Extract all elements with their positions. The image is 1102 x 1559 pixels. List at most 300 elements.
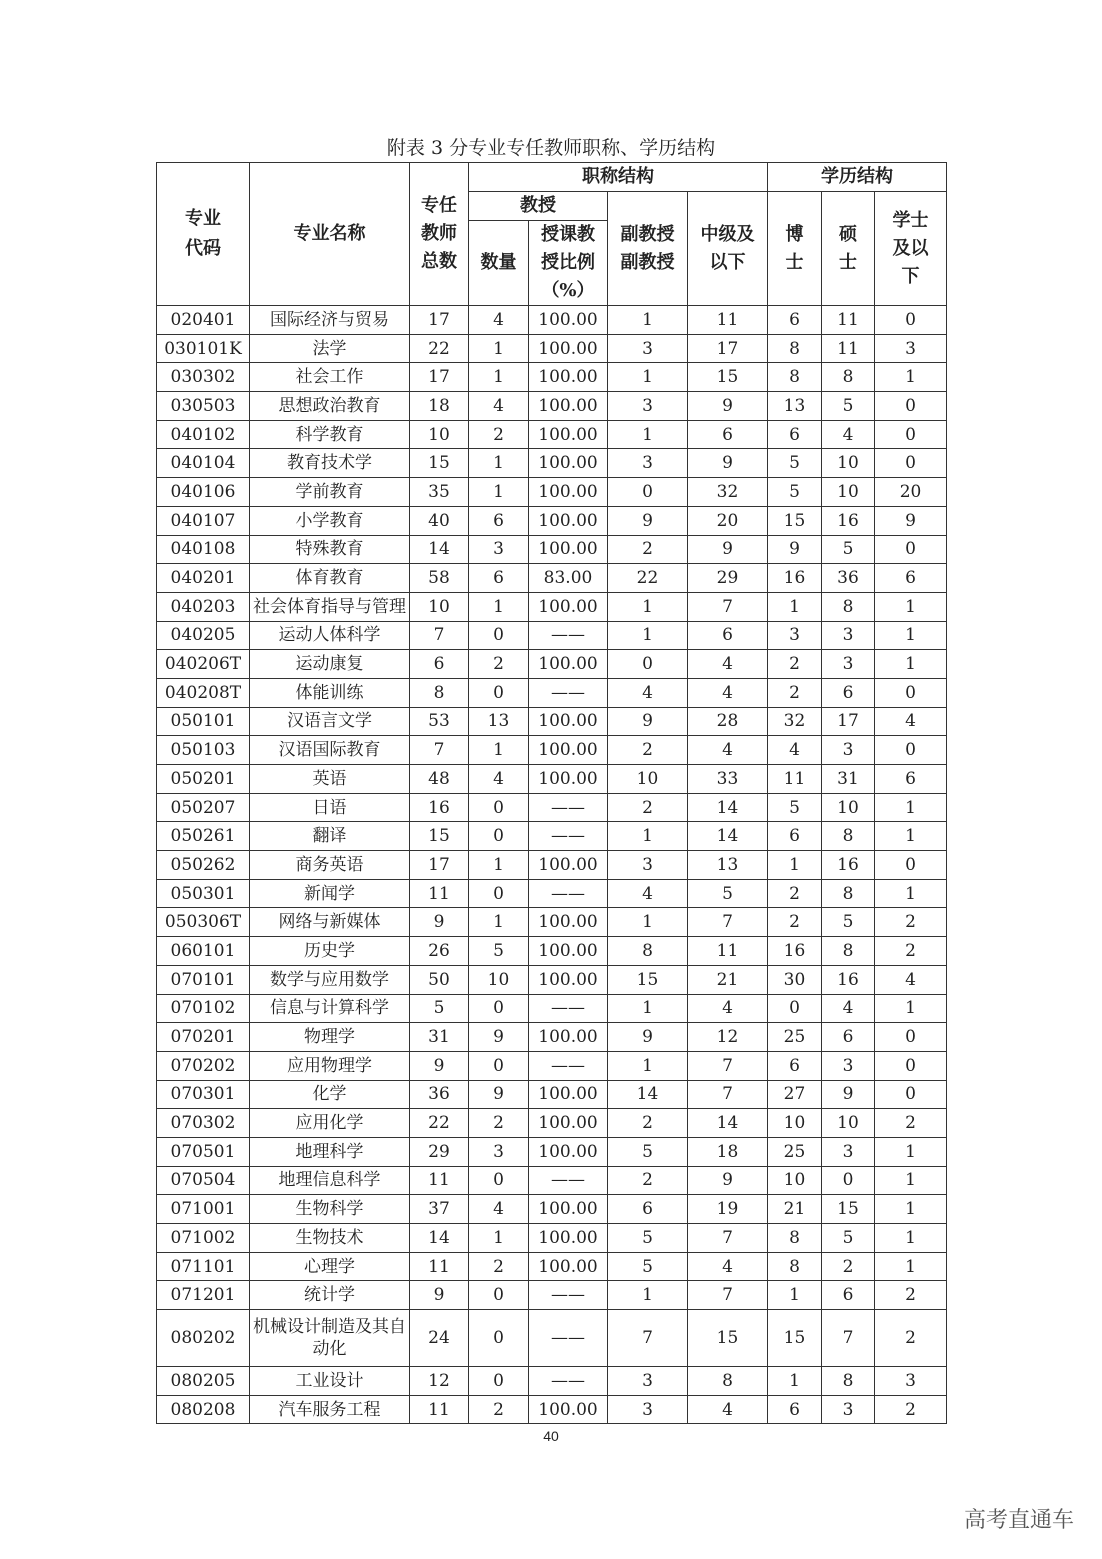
cell-bachelor-below: 0 [875, 851, 947, 880]
cell-bachelor-below: 1 [875, 592, 947, 621]
cell-total: 10 [410, 420, 469, 449]
cell-master: 11 [822, 334, 875, 363]
cell-prof-ratio: 100.00 [529, 478, 608, 507]
cell-master: 8 [822, 592, 875, 621]
cell-assoc-prof: 1 [608, 994, 688, 1023]
cell-mid-below: 20 [688, 506, 768, 535]
cell-prof-ratio: —— [529, 1166, 608, 1195]
cell-assoc-prof: 1 [608, 1051, 688, 1080]
cell-master: 8 [822, 879, 875, 908]
cell-master: 3 [822, 1051, 875, 1080]
cell-prof-ratio: 100.00 [529, 1395, 608, 1424]
cell-bachelor-below: 3 [875, 1367, 947, 1396]
cell-code: 060101 [157, 937, 250, 966]
table-row [157, 650, 947, 679]
table-row [157, 908, 947, 937]
cell-prof-ratio: 100.00 [529, 765, 608, 794]
cell-mid-below: 11 [688, 306, 768, 335]
cell-name: 社会工作 [250, 363, 410, 392]
cell-code: 071101 [157, 1252, 250, 1281]
cell-bachelor-below: 1 [875, 822, 947, 851]
cell-prof-count: 3 [469, 535, 529, 564]
cell-master: 6 [822, 678, 875, 707]
cell-prof-count: 0 [469, 621, 529, 650]
cell-mid-below: 7 [688, 1051, 768, 1080]
cell-assoc-prof: 5 [608, 1137, 688, 1166]
cell-phd: 2 [768, 908, 822, 937]
cell-name: 地理信息科学 [250, 1166, 410, 1195]
cell-prof-count: 5 [469, 937, 529, 966]
cell-assoc-prof: 4 [608, 879, 688, 908]
cell-bachelor-below: 1 [875, 650, 947, 679]
cell-assoc-prof: 0 [608, 650, 688, 679]
cell-phd: 0 [768, 994, 822, 1023]
cell-code: 080202 [157, 1310, 250, 1367]
cell-mid-below: 13 [688, 851, 768, 880]
cell-phd: 8 [768, 1224, 822, 1253]
cell-assoc-prof: 1 [608, 363, 688, 392]
cell-total: 36 [410, 1080, 469, 1109]
cell-phd: 1 [768, 592, 822, 621]
cell-total: 29 [410, 1137, 469, 1166]
cell-master: 15 [822, 1195, 875, 1224]
cell-bachelor-below: 3 [875, 334, 947, 363]
cell-prof-count: 0 [469, 1310, 529, 1367]
cell-bachelor-below: 0 [875, 1080, 947, 1109]
cell-code: 070201 [157, 1023, 250, 1052]
cell-assoc-prof: 2 [608, 535, 688, 564]
cell-total: 26 [410, 937, 469, 966]
table-row [157, 1023, 947, 1052]
cell-name: 小学教育 [250, 506, 410, 535]
cell-prof-ratio: 100.00 [529, 851, 608, 880]
cell-assoc-prof: 9 [608, 1023, 688, 1052]
cell-total: 8 [410, 678, 469, 707]
cell-phd: 1 [768, 851, 822, 880]
cell-total: 9 [410, 1051, 469, 1080]
cell-mid-below: 4 [688, 650, 768, 679]
faculty-structure-table [156, 162, 947, 1424]
cell-assoc-prof: 3 [608, 1367, 688, 1396]
cell-master: 10 [822, 449, 875, 478]
cell-name: 统计学 [250, 1281, 410, 1310]
cell-prof-ratio: 100.00 [529, 592, 608, 621]
table-row [157, 937, 947, 966]
cell-total: 7 [410, 621, 469, 650]
cell-prof-ratio: 100.00 [529, 420, 608, 449]
cell-phd: 2 [768, 678, 822, 707]
cell-assoc-prof: 2 [608, 1109, 688, 1138]
table-row [157, 449, 947, 478]
cell-mid-below: 9 [688, 392, 768, 421]
cell-phd: 15 [768, 506, 822, 535]
cell-master: 10 [822, 793, 875, 822]
cell-name: 汽车服务工程 [250, 1395, 410, 1424]
cell-prof-count: 1 [469, 334, 529, 363]
cell-code: 070501 [157, 1137, 250, 1166]
cell-bachelor-below: 4 [875, 707, 947, 736]
table-row [157, 851, 947, 880]
header-title-structure: 职称结构 [469, 163, 768, 192]
cell-prof-count: 0 [469, 994, 529, 1023]
cell-assoc-prof: 3 [608, 1395, 688, 1424]
cell-total: 11 [410, 1395, 469, 1424]
cell-code: 040208T [157, 678, 250, 707]
cell-total: 58 [410, 564, 469, 593]
table-row [157, 1224, 947, 1253]
cell-mid-below: 9 [688, 449, 768, 478]
cell-name: 学前教育 [250, 478, 410, 507]
cell-total: 16 [410, 793, 469, 822]
cell-phd: 15 [768, 1310, 822, 1367]
cell-phd: 5 [768, 449, 822, 478]
table-row [157, 478, 947, 507]
cell-master: 6 [822, 1023, 875, 1052]
table-row [157, 1080, 947, 1109]
table-row [157, 1109, 947, 1138]
cell-mid-below: 7 [688, 1281, 768, 1310]
cell-name: 英语 [250, 765, 410, 794]
table-row [157, 1166, 947, 1195]
cell-bachelor-below: 0 [875, 449, 947, 478]
cell-phd: 6 [768, 822, 822, 851]
table-row [157, 621, 947, 650]
cell-bachelor-below: 2 [875, 1310, 947, 1367]
cell-prof-count: 2 [469, 650, 529, 679]
cell-master: 10 [822, 1109, 875, 1138]
header-master [822, 192, 875, 306]
cell-master: 3 [822, 621, 875, 650]
cell-master: 3 [822, 1395, 875, 1424]
cell-prof-count: 1 [469, 478, 529, 507]
cell-total: 40 [410, 506, 469, 535]
cell-name: 翻译 [250, 822, 410, 851]
cell-total: 24 [410, 1310, 469, 1367]
cell-bachelor-below: 2 [875, 908, 947, 937]
cell-master: 0 [822, 1166, 875, 1195]
cell-name: 教育技术学 [250, 449, 410, 478]
cell-prof-count: 1 [469, 1224, 529, 1253]
cell-name: 运动康复 [250, 650, 410, 679]
cell-name: 应用物理学 [250, 1051, 410, 1080]
cell-mid-below: 12 [688, 1023, 768, 1052]
cell-total: 50 [410, 965, 469, 994]
cell-code: 040102 [157, 420, 250, 449]
cell-code: 070301 [157, 1080, 250, 1109]
cell-mid-below: 29 [688, 564, 768, 593]
cell-phd: 1 [768, 1367, 822, 1396]
cell-prof-ratio: 100.00 [529, 1023, 608, 1052]
cell-mid-below: 6 [688, 621, 768, 650]
cell-bachelor-below: 2 [875, 1395, 947, 1424]
cell-total: 15 [410, 822, 469, 851]
cell-assoc-prof: 4 [608, 678, 688, 707]
cell-name: 汉语言文学 [250, 707, 410, 736]
cell-assoc-prof: 7 [608, 1310, 688, 1367]
table-row [157, 1310, 947, 1367]
cell-prof-ratio: 100.00 [529, 707, 608, 736]
cell-prof-count: 2 [469, 1395, 529, 1424]
cell-mid-below: 11 [688, 937, 768, 966]
cell-master: 8 [822, 1367, 875, 1396]
cell-code: 050301 [157, 879, 250, 908]
cell-phd: 11 [768, 765, 822, 794]
cell-prof-count: 10 [469, 965, 529, 994]
cell-phd: 25 [768, 1137, 822, 1166]
cell-prof-count: 4 [469, 392, 529, 421]
cell-prof-ratio: 100.00 [529, 1137, 608, 1166]
table-row [157, 420, 947, 449]
table-row [157, 334, 947, 363]
cell-name: 特殊教育 [250, 535, 410, 564]
cell-bachelor-below: 1 [875, 793, 947, 822]
cell-bachelor-below: 1 [875, 1195, 947, 1224]
cell-name: 机械设计制造及其自动化 [250, 1310, 410, 1367]
cell-mid-below: 15 [688, 1310, 768, 1367]
cell-prof-ratio: —— [529, 1310, 608, 1367]
cell-code: 071001 [157, 1195, 250, 1224]
cell-code: 080205 [157, 1367, 250, 1396]
cell-name: 国际经济与贸易 [250, 306, 410, 335]
cell-prof-ratio: 100.00 [529, 306, 608, 335]
cell-prof-count: 1 [469, 449, 529, 478]
cell-bachelor-below: 2 [875, 937, 947, 966]
cell-phd: 8 [768, 363, 822, 392]
cell-mid-below: 7 [688, 1080, 768, 1109]
cell-code: 070202 [157, 1051, 250, 1080]
cell-phd: 6 [768, 1051, 822, 1080]
cell-total: 17 [410, 851, 469, 880]
cell-phd: 32 [768, 707, 822, 736]
cell-assoc-prof: 5 [608, 1252, 688, 1281]
cell-assoc-prof: 2 [608, 793, 688, 822]
cell-master: 5 [822, 908, 875, 937]
cell-prof-ratio: 100.00 [529, 965, 608, 994]
table-row [157, 736, 947, 765]
header-prof-ratio-label: 授课教授比例（%） [541, 224, 595, 301]
cell-name: 科学教育 [250, 420, 410, 449]
cell-total: 22 [410, 334, 469, 363]
table-row [157, 306, 947, 335]
cell-total: 9 [410, 1281, 469, 1310]
table-header [157, 163, 947, 306]
cell-prof-count: 13 [469, 707, 529, 736]
table-row [157, 1252, 947, 1281]
table-row [157, 592, 947, 621]
cell-prof-ratio: 100.00 [529, 937, 608, 966]
cell-prof-ratio: —— [529, 994, 608, 1023]
header-phd-label: 博士 [785, 223, 804, 273]
cell-master: 16 [822, 506, 875, 535]
cell-prof-ratio: 100.00 [529, 506, 608, 535]
cell-mid-below: 14 [688, 793, 768, 822]
cell-assoc-prof: 3 [608, 449, 688, 478]
cell-code: 040104 [157, 449, 250, 478]
cell-assoc-prof: 5 [608, 1224, 688, 1253]
cell-mid-below: 9 [688, 535, 768, 564]
cell-prof-count: 1 [469, 363, 529, 392]
cell-phd: 27 [768, 1080, 822, 1109]
cell-name: 法学 [250, 334, 410, 363]
cell-prof-ratio: 100.00 [529, 535, 608, 564]
cell-bachelor-below: 20 [875, 478, 947, 507]
cell-bachelor-below: 0 [875, 535, 947, 564]
cell-prof-count: 2 [469, 1252, 529, 1281]
cell-assoc-prof: 1 [608, 621, 688, 650]
cell-bachelor-below: 2 [875, 1109, 947, 1138]
cell-master: 6 [822, 1281, 875, 1310]
cell-code: 030503 [157, 392, 250, 421]
table-row [157, 965, 947, 994]
cell-assoc-prof: 1 [608, 908, 688, 937]
header-professor: 教授 [469, 192, 608, 221]
cell-prof-count: 2 [469, 420, 529, 449]
cell-mid-below: 4 [688, 1395, 768, 1424]
cell-code: 040201 [157, 564, 250, 593]
table-row [157, 535, 947, 564]
cell-phd: 30 [768, 965, 822, 994]
cell-assoc-prof: 2 [608, 736, 688, 765]
header-assoc-prof-label: 副教授副教授 [620, 223, 675, 273]
cell-prof-ratio: —— [529, 793, 608, 822]
watermark: 高考直通车 [963, 1508, 1074, 1533]
cell-assoc-prof: 1 [608, 420, 688, 449]
cell-prof-ratio: —— [529, 1367, 608, 1396]
cell-phd: 21 [768, 1195, 822, 1224]
page-number: 40 [543, 1428, 559, 1444]
cell-assoc-prof: 6 [608, 1195, 688, 1224]
cell-mid-below: 4 [688, 994, 768, 1023]
cell-master: 8 [822, 822, 875, 851]
cell-name: 心理学 [250, 1252, 410, 1281]
header-mid-below-label: 中级及以下 [700, 223, 755, 273]
cell-total: 17 [410, 363, 469, 392]
cell-bachelor-below: 1 [875, 1137, 947, 1166]
cell-assoc-prof: 1 [608, 1281, 688, 1310]
cell-code: 040106 [157, 478, 250, 507]
cell-phd: 25 [768, 1023, 822, 1052]
cell-bachelor-below: 1 [875, 1224, 947, 1253]
table-row [157, 1281, 947, 1310]
cell-phd: 9 [768, 535, 822, 564]
cell-name: 数学与应用数学 [250, 965, 410, 994]
header-prof-count: 数量 [469, 221, 529, 306]
cell-name: 体能训练 [250, 678, 410, 707]
table-row [157, 793, 947, 822]
cell-master: 16 [822, 851, 875, 880]
table-row [157, 822, 947, 851]
cell-master: 5 [822, 1224, 875, 1253]
table-row [157, 1195, 947, 1224]
cell-code: 040107 [157, 506, 250, 535]
cell-code: 040206T [157, 650, 250, 679]
cell-phd: 10 [768, 1109, 822, 1138]
cell-bachelor-below: 1 [875, 879, 947, 908]
cell-prof-ratio: 100.00 [529, 650, 608, 679]
cell-total: 14 [410, 1224, 469, 1253]
cell-code: 050262 [157, 851, 250, 880]
cell-bachelor-below: 1 [875, 994, 947, 1023]
cell-phd: 8 [768, 1252, 822, 1281]
cell-mid-below: 21 [688, 965, 768, 994]
cell-phd: 2 [768, 650, 822, 679]
cell-master: 7 [822, 1310, 875, 1367]
header-code [157, 163, 250, 306]
cell-mid-below: 33 [688, 765, 768, 794]
cell-mid-below: 7 [688, 1224, 768, 1253]
header-degree-structure: 学历结构 [768, 163, 947, 192]
cell-prof-ratio: 100.00 [529, 736, 608, 765]
header-code-label: 专业代码 [185, 208, 221, 259]
cell-name: 生物技术 [250, 1224, 410, 1253]
cell-mid-below: 4 [688, 678, 768, 707]
cell-total: 48 [410, 765, 469, 794]
cell-prof-count: 0 [469, 1051, 529, 1080]
cell-master: 3 [822, 1137, 875, 1166]
table-row [157, 1137, 947, 1166]
cell-total: 14 [410, 535, 469, 564]
cell-total: 18 [410, 392, 469, 421]
cell-prof-count: 0 [469, 1367, 529, 1396]
cell-code: 050261 [157, 822, 250, 851]
cell-name: 网络与新媒体 [250, 908, 410, 937]
cell-prof-ratio: —— [529, 822, 608, 851]
header-master-label: 硕士 [839, 223, 857, 273]
cell-name: 日语 [250, 793, 410, 822]
cell-code: 070302 [157, 1109, 250, 1138]
cell-assoc-prof: 9 [608, 707, 688, 736]
faculty-table-container [156, 162, 946, 1424]
cell-name: 运动人体科学 [250, 621, 410, 650]
cell-prof-count: 1 [469, 851, 529, 880]
cell-prof-count: 1 [469, 592, 529, 621]
table-row [157, 707, 947, 736]
cell-mid-below: 32 [688, 478, 768, 507]
cell-prof-ratio: 83.00 [529, 564, 608, 593]
cell-code: 050103 [157, 736, 250, 765]
cell-prof-ratio: 100.00 [529, 392, 608, 421]
cell-master: 4 [822, 420, 875, 449]
cell-prof-count: 0 [469, 1166, 529, 1195]
cell-bachelor-below: 4 [875, 965, 947, 994]
cell-name: 工业设计 [250, 1367, 410, 1396]
cell-prof-count: 0 [469, 822, 529, 851]
cell-code: 040203 [157, 592, 250, 621]
cell-total: 7 [410, 736, 469, 765]
header-mid-below [688, 192, 768, 306]
cell-assoc-prof: 10 [608, 765, 688, 794]
cell-master: 17 [822, 707, 875, 736]
cell-mid-below: 8 [688, 1367, 768, 1396]
cell-code: 050306T [157, 908, 250, 937]
cell-master: 11 [822, 306, 875, 335]
cell-phd: 16 [768, 937, 822, 966]
cell-phd: 10 [768, 1166, 822, 1195]
cell-prof-ratio: —— [529, 621, 608, 650]
header-assoc-prof [608, 192, 688, 306]
cell-bachelor-below: 1 [875, 1252, 947, 1281]
cell-master: 36 [822, 564, 875, 593]
cell-code: 050101 [157, 707, 250, 736]
cell-prof-count: 9 [469, 1080, 529, 1109]
cell-phd: 8 [768, 334, 822, 363]
cell-name: 体育教育 [250, 564, 410, 593]
cell-name: 历史学 [250, 937, 410, 966]
cell-total: 15 [410, 449, 469, 478]
cell-code: 030302 [157, 363, 250, 392]
cell-prof-count: 0 [469, 793, 529, 822]
cell-name: 地理科学 [250, 1137, 410, 1166]
